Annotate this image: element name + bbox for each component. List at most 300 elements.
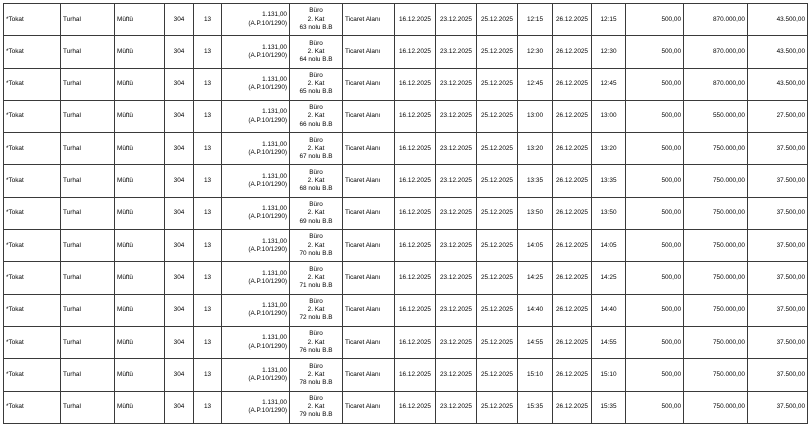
cell-alan — [222, 262, 290, 294]
cell-alan — [222, 230, 290, 262]
cell-tarih-4: 26.12.2025 — [553, 359, 592, 391]
cell-tarih-3: 25.12.2025 — [477, 4, 518, 36]
nitelik-line-1: Büro — [309, 168, 323, 176]
cell-tarih-4: 26.12.2025 — [553, 100, 592, 132]
nitelik-line-2: 2. Kat — [307, 177, 325, 185]
cell-hisse: 500,00 — [626, 197, 684, 229]
nitelik-line-2: 2. Kat — [307, 370, 325, 378]
table-row — [4, 230, 808, 262]
cell-saat-1: 12:15 — [518, 4, 553, 36]
cell-alan — [222, 359, 290, 391]
cell-tarih-2: 23.12.2025 — [436, 100, 477, 132]
cell-mahalle: Müftü — [115, 326, 165, 358]
cell-saat-1: 13:00 — [518, 100, 553, 132]
alan-ap: (A.P.10/1290) — [248, 245, 287, 253]
cell-teminat: 37.500,00 — [748, 262, 808, 294]
cell-ada: 304 — [165, 230, 194, 262]
alan-value: 1.131,00 — [262, 237, 287, 245]
alan-ap: (A.P.10/1290) — [248, 278, 287, 286]
cell-ilce: Turhal — [61, 391, 115, 423]
cell-bedel: 750.000,00 — [684, 359, 748, 391]
nitelik-line-3: 65 nolu B.B — [299, 88, 333, 96]
cell-tarih-2: 23.12.2025 — [436, 197, 477, 229]
cell-tarih-3: 25.12.2025 — [477, 165, 518, 197]
cell-tarih-1: 16.12.2025 — [395, 36, 436, 68]
cell-alan — [222, 36, 290, 68]
cell-saat-1: 13:35 — [518, 165, 553, 197]
cell-bedel: 870.000,00 — [684, 4, 748, 36]
cell-tarih-1: 16.12.2025 — [395, 133, 436, 165]
alan-ap: (A.P.10/1290) — [248, 84, 287, 92]
cell-imar: Ticaret Alanı — [343, 4, 395, 36]
cell-il: *Tokat — [4, 262, 61, 294]
table-row — [4, 133, 808, 165]
cell-alan — [222, 68, 290, 100]
cell-il: *Tokat — [4, 359, 61, 391]
alan-value: 1.131,00 — [262, 76, 287, 84]
cell-mahalle: Müftü — [115, 36, 165, 68]
cell-parsel: 13 — [194, 326, 222, 358]
alan-ap: (A.P.10/1290) — [248, 116, 287, 124]
cell-il: *Tokat — [4, 165, 61, 197]
cell-saat-1: 12:45 — [518, 68, 553, 100]
cell-ada: 304 — [165, 165, 194, 197]
cell-tarih-1: 16.12.2025 — [395, 262, 436, 294]
nitelik-line-3: 66 nolu B.B — [299, 120, 333, 128]
cell-imar: Ticaret Alanı — [343, 133, 395, 165]
cell-saat-2: 14:55 — [592, 326, 626, 358]
nitelik-line-3: 72 nolu B.B — [299, 314, 333, 322]
cell-hisse: 500,00 — [626, 36, 684, 68]
cell-ada: 304 — [165, 326, 194, 358]
cell-il: *Tokat — [4, 197, 61, 229]
cell-tarih-4: 26.12.2025 — [553, 326, 592, 358]
nitelik-line-1: Büro — [309, 298, 323, 306]
cell-ilce: Turhal — [61, 359, 115, 391]
cell-nitelik — [290, 100, 343, 132]
cell-teminat: 37.500,00 — [748, 197, 808, 229]
cell-imar: Ticaret Alanı — [343, 36, 395, 68]
cell-saat-2: 13:00 — [592, 100, 626, 132]
alan-ap: (A.P.10/1290) — [248, 51, 287, 59]
cell-ilce: Turhal — [61, 36, 115, 68]
cell-ada: 304 — [165, 36, 194, 68]
cell-tarih-2: 23.12.2025 — [436, 133, 477, 165]
cell-teminat: 37.500,00 — [748, 359, 808, 391]
cell-teminat: 43.500,00 — [748, 36, 808, 68]
cell-mahalle: Müftü — [115, 197, 165, 229]
nitelik-line-3: 63 nolu B.B — [299, 23, 333, 31]
cell-nitelik — [290, 165, 343, 197]
cell-bedel: 550.000,00 — [684, 100, 748, 132]
cell-imar: Ticaret Alanı — [343, 391, 395, 423]
nitelik-line-3: 71 nolu B.B — [299, 282, 333, 290]
cell-teminat: 37.500,00 — [748, 230, 808, 262]
cell-ada: 304 — [165, 4, 194, 36]
nitelik-line-2: 2. Kat — [307, 144, 325, 152]
cell-imar: Ticaret Alanı — [343, 100, 395, 132]
alan-value: 1.131,00 — [262, 205, 287, 213]
cell-alan — [222, 133, 290, 165]
cell-mahalle: Müftü — [115, 294, 165, 326]
cell-tarih-3: 25.12.2025 — [477, 100, 518, 132]
cell-tarih-4: 26.12.2025 — [553, 68, 592, 100]
cell-saat-1: 15:35 — [518, 391, 553, 423]
nitelik-line-2: 2. Kat — [307, 273, 325, 281]
cell-ilce: Turhal — [61, 230, 115, 262]
cell-alan — [222, 391, 290, 423]
cell-ilce: Turhal — [61, 100, 115, 132]
cell-alan — [222, 294, 290, 326]
nitelik-line-2: 2. Kat — [307, 338, 325, 346]
nitelik-line-3: 68 nolu B.B — [299, 185, 333, 193]
cell-saat-2: 15:10 — [592, 359, 626, 391]
cell-saat-2: 14:05 — [592, 230, 626, 262]
cell-tarih-2: 23.12.2025 — [436, 359, 477, 391]
cell-imar: Ticaret Alanı — [343, 262, 395, 294]
nitelik-line-2: 2. Kat — [307, 209, 325, 217]
cell-saat-2: 13:20 — [592, 133, 626, 165]
cell-tarih-2: 23.12.2025 — [436, 165, 477, 197]
cell-hisse: 500,00 — [626, 326, 684, 358]
cell-teminat: 37.500,00 — [748, 294, 808, 326]
table-row — [4, 326, 808, 358]
cell-parsel: 13 — [194, 262, 222, 294]
cell-ada: 304 — [165, 294, 194, 326]
cell-saat-2: 12:45 — [592, 68, 626, 100]
alan-value: 1.131,00 — [262, 269, 287, 277]
alan-ap: (A.P.10/1290) — [248, 148, 287, 156]
alan-value: 1.131,00 — [262, 334, 287, 342]
cell-nitelik — [290, 133, 343, 165]
nitelik-line-1: Büro — [309, 104, 323, 112]
alan-value: 1.131,00 — [262, 108, 287, 116]
cell-tarih-4: 26.12.2025 — [553, 262, 592, 294]
cell-parsel: 13 — [194, 197, 222, 229]
cell-tarih-4: 26.12.2025 — [553, 391, 592, 423]
cell-mahalle: Müftü — [115, 100, 165, 132]
cell-mahalle: Müftü — [115, 359, 165, 391]
cell-teminat: 27.500,00 — [748, 100, 808, 132]
cell-il: *Tokat — [4, 391, 61, 423]
nitelik-line-2: 2. Kat — [307, 112, 325, 120]
cell-tarih-3: 25.12.2025 — [477, 391, 518, 423]
cell-tarih-2: 23.12.2025 — [436, 391, 477, 423]
cell-saat-2: 13:50 — [592, 197, 626, 229]
cell-hisse: 500,00 — [626, 262, 684, 294]
cell-parsel: 13 — [194, 165, 222, 197]
cell-bedel: 750.000,00 — [684, 165, 748, 197]
alan-ap: (A.P.10/1290) — [248, 181, 287, 189]
cell-tarih-4: 26.12.2025 — [553, 133, 592, 165]
cell-teminat: 37.500,00 — [748, 165, 808, 197]
table-row — [4, 100, 808, 132]
cell-tarih-1: 16.12.2025 — [395, 294, 436, 326]
cell-tarih-4: 26.12.2025 — [553, 165, 592, 197]
cell-ada: 304 — [165, 133, 194, 165]
cell-tarih-1: 16.12.2025 — [395, 100, 436, 132]
cell-saat-2: 15:35 — [592, 391, 626, 423]
cell-tarih-4: 26.12.2025 — [553, 197, 592, 229]
cell-teminat: 37.500,00 — [748, 391, 808, 423]
cell-tarih-2: 23.12.2025 — [436, 4, 477, 36]
nitelik-line-2: 2. Kat — [307, 241, 325, 249]
cell-imar: Ticaret Alanı — [343, 294, 395, 326]
cell-teminat: 43.500,00 — [748, 4, 808, 36]
cell-il: *Tokat — [4, 294, 61, 326]
cell-saat-1: 15:10 — [518, 359, 553, 391]
cell-tarih-2: 23.12.2025 — [436, 326, 477, 358]
cell-saat-2: 14:40 — [592, 294, 626, 326]
cell-nitelik — [290, 262, 343, 294]
cell-imar: Ticaret Alanı — [343, 165, 395, 197]
cell-tarih-2: 23.12.2025 — [436, 36, 477, 68]
cell-tarih-4: 26.12.2025 — [553, 294, 592, 326]
alan-ap: (A.P.10/1290) — [248, 310, 287, 318]
alan-ap: (A.P.10/1290) — [248, 342, 287, 350]
nitelik-line-3: 79 nolu B.B — [299, 411, 333, 419]
cell-parsel: 13 — [194, 230, 222, 262]
cell-bedel: 750.000,00 — [684, 391, 748, 423]
cell-tarih-1: 16.12.2025 — [395, 4, 436, 36]
table-row — [4, 68, 808, 100]
cell-saat-1: 13:50 — [518, 197, 553, 229]
alan-value: 1.131,00 — [262, 172, 287, 180]
cell-nitelik — [290, 4, 343, 36]
cell-bedel: 750.000,00 — [684, 133, 748, 165]
cell-mahalle: Müftü — [115, 262, 165, 294]
nitelik-line-1: Büro — [309, 233, 323, 241]
cell-ilce: Turhal — [61, 133, 115, 165]
nitelik-line-1: Büro — [309, 136, 323, 144]
cell-parsel: 13 — [194, 133, 222, 165]
cell-il: *Tokat — [4, 36, 61, 68]
table-row — [4, 359, 808, 391]
cell-hisse: 500,00 — [626, 100, 684, 132]
cell-nitelik — [290, 197, 343, 229]
cell-nitelik — [290, 326, 343, 358]
cell-saat-2: 12:30 — [592, 36, 626, 68]
nitelik-line-1: Büro — [309, 39, 323, 47]
cell-saat-1: 12:30 — [518, 36, 553, 68]
cell-bedel: 870.000,00 — [684, 36, 748, 68]
nitelik-line-1: Büro — [309, 394, 323, 402]
cell-tarih-1: 16.12.2025 — [395, 326, 436, 358]
cell-bedel: 750.000,00 — [684, 262, 748, 294]
cell-ada: 304 — [165, 262, 194, 294]
cell-ada: 304 — [165, 359, 194, 391]
cell-ilce: Turhal — [61, 262, 115, 294]
alan-ap: (A.P.10/1290) — [248, 19, 287, 27]
nitelik-line-2: 2. Kat — [307, 80, 325, 88]
alan-value: 1.131,00 — [262, 366, 287, 374]
table-row — [4, 391, 808, 423]
cell-parsel: 13 — [194, 359, 222, 391]
cell-ilce: Turhal — [61, 165, 115, 197]
cell-imar: Ticaret Alanı — [343, 230, 395, 262]
cell-tarih-2: 23.12.2025 — [436, 68, 477, 100]
table-row — [4, 262, 808, 294]
cell-imar: Ticaret Alanı — [343, 197, 395, 229]
cell-tarih-3: 25.12.2025 — [477, 294, 518, 326]
cell-hisse: 500,00 — [626, 359, 684, 391]
alan-ap: (A.P.10/1290) — [248, 213, 287, 221]
cell-tarih-2: 23.12.2025 — [436, 294, 477, 326]
cell-tarih-1: 16.12.2025 — [395, 68, 436, 100]
cell-bedel: 750.000,00 — [684, 230, 748, 262]
cell-tarih-3: 25.12.2025 — [477, 197, 518, 229]
cell-nitelik — [290, 230, 343, 262]
cell-tarih-3: 25.12.2025 — [477, 230, 518, 262]
cell-tarih-4: 26.12.2025 — [553, 230, 592, 262]
cell-il: *Tokat — [4, 100, 61, 132]
cell-nitelik — [290, 294, 343, 326]
cell-hisse: 500,00 — [626, 4, 684, 36]
nitelik-line-1: Büro — [309, 362, 323, 370]
nitelik-line-1: Büro — [309, 265, 323, 273]
cell-tarih-3: 25.12.2025 — [477, 262, 518, 294]
cell-mahalle: Müftü — [115, 4, 165, 36]
cell-tarih-3: 25.12.2025 — [477, 326, 518, 358]
nitelik-line-2: 2. Kat — [307, 47, 325, 55]
cell-saat-1: 14:55 — [518, 326, 553, 358]
cell-bedel: 750.000,00 — [684, 197, 748, 229]
table-body — [4, 4, 808, 424]
cell-ilce: Turhal — [61, 68, 115, 100]
cell-alan — [222, 165, 290, 197]
cell-alan — [222, 100, 290, 132]
nitelik-line-1: Büro — [309, 330, 323, 338]
nitelik-line-3: 69 nolu B.B — [299, 217, 333, 225]
alan-value: 1.131,00 — [262, 140, 287, 148]
cell-alan — [222, 4, 290, 36]
cell-tarih-3: 25.12.2025 — [477, 359, 518, 391]
cell-hisse: 500,00 — [626, 68, 684, 100]
cell-tarih-3: 25.12.2025 — [477, 68, 518, 100]
table-row — [4, 197, 808, 229]
cell-hisse: 500,00 — [626, 165, 684, 197]
cell-imar: Ticaret Alanı — [343, 68, 395, 100]
cell-tarih-4: 26.12.2025 — [553, 36, 592, 68]
cell-ilce: Turhal — [61, 4, 115, 36]
table-row — [4, 4, 808, 36]
cell-ada: 304 — [165, 197, 194, 229]
cell-bedel: 750.000,00 — [684, 294, 748, 326]
cell-saat-1: 14:05 — [518, 230, 553, 262]
cell-teminat: 37.500,00 — [748, 326, 808, 358]
cell-nitelik — [290, 68, 343, 100]
cell-ada: 304 — [165, 68, 194, 100]
cell-mahalle: Müftü — [115, 230, 165, 262]
nitelik-line-2: 2. Kat — [307, 15, 325, 23]
alan-value: 1.131,00 — [262, 302, 287, 310]
cell-mahalle: Müftü — [115, 391, 165, 423]
cell-alan — [222, 197, 290, 229]
nitelik-line-3: 78 nolu B.B — [299, 379, 333, 387]
nitelik-line-3: 64 nolu B.B — [299, 56, 333, 64]
cell-imar: Ticaret Alanı — [343, 326, 395, 358]
auction-table — [3, 3, 808, 424]
table-row — [4, 294, 808, 326]
table-row — [4, 36, 808, 68]
nitelik-line-3: 70 nolu B.B — [299, 249, 333, 257]
cell-nitelik — [290, 36, 343, 68]
cell-imar: Ticaret Alanı — [343, 359, 395, 391]
cell-mahalle: Müftü — [115, 133, 165, 165]
cell-tarih-4: 26.12.2025 — [553, 4, 592, 36]
alan-value: 1.131,00 — [262, 399, 287, 407]
nitelik-line-1: Büro — [309, 7, 323, 15]
cell-tarih-1: 16.12.2025 — [395, 230, 436, 262]
cell-hisse: 500,00 — [626, 230, 684, 262]
cell-teminat: 37.500,00 — [748, 133, 808, 165]
cell-hisse: 500,00 — [626, 294, 684, 326]
nitelik-line-2: 2. Kat — [307, 306, 325, 314]
cell-parsel: 13 — [194, 4, 222, 36]
cell-tarih-1: 16.12.2025 — [395, 359, 436, 391]
cell-saat-2: 14:25 — [592, 262, 626, 294]
cell-mahalle: Müftü — [115, 165, 165, 197]
cell-ada: 304 — [165, 391, 194, 423]
nitelik-line-1: Büro — [309, 201, 323, 209]
cell-tarih-1: 16.12.2025 — [395, 197, 436, 229]
cell-teminat: 43.500,00 — [748, 68, 808, 100]
cell-parsel: 13 — [194, 36, 222, 68]
cell-tarih-2: 23.12.2025 — [436, 262, 477, 294]
cell-tarih-3: 25.12.2025 — [477, 133, 518, 165]
cell-parsel: 13 — [194, 391, 222, 423]
cell-tarih-1: 16.12.2025 — [395, 165, 436, 197]
cell-parsel: 13 — [194, 68, 222, 100]
cell-ada: 304 — [165, 100, 194, 132]
alan-value: 1.131,00 — [262, 11, 287, 19]
cell-il: *Tokat — [4, 326, 61, 358]
cell-il: *Tokat — [4, 230, 61, 262]
cell-saat-1: 14:25 — [518, 262, 553, 294]
cell-ilce: Turhal — [61, 326, 115, 358]
cell-saat-2: 12:15 — [592, 4, 626, 36]
cell-parsel: 13 — [194, 294, 222, 326]
nitelik-line-2: 2. Kat — [307, 403, 325, 411]
alan-ap: (A.P.10/1290) — [248, 374, 287, 382]
cell-il: *Tokat — [4, 133, 61, 165]
cell-tarih-3: 25.12.2025 — [477, 36, 518, 68]
cell-mahalle: Müftü — [115, 68, 165, 100]
alan-ap: (A.P.10/1290) — [248, 407, 287, 415]
alan-value: 1.131,00 — [262, 43, 287, 51]
cell-hisse: 500,00 — [626, 133, 684, 165]
cell-alan — [222, 326, 290, 358]
cell-ilce: Turhal — [61, 294, 115, 326]
nitelik-line-1: Büro — [309, 71, 323, 79]
cell-parsel: 13 — [194, 100, 222, 132]
cell-tarih-2: 23.12.2025 — [436, 230, 477, 262]
cell-ilce: Turhal — [61, 197, 115, 229]
cell-bedel: 870.000,00 — [684, 68, 748, 100]
cell-il: *Tokat — [4, 68, 61, 100]
cell-nitelik — [290, 359, 343, 391]
table-row — [4, 165, 808, 197]
nitelik-line-3: 67 nolu B.B — [299, 152, 333, 160]
cell-nitelik — [290, 391, 343, 423]
cell-hisse: 500,00 — [626, 391, 684, 423]
cell-saat-2: 13:35 — [592, 165, 626, 197]
cell-saat-1: 13:20 — [518, 133, 553, 165]
cell-bedel: 750.000,00 — [684, 326, 748, 358]
nitelik-line-3: 76 nolu B.B — [299, 346, 333, 354]
cell-il: *Tokat — [4, 4, 61, 36]
cell-tarih-1: 16.12.2025 — [395, 391, 436, 423]
